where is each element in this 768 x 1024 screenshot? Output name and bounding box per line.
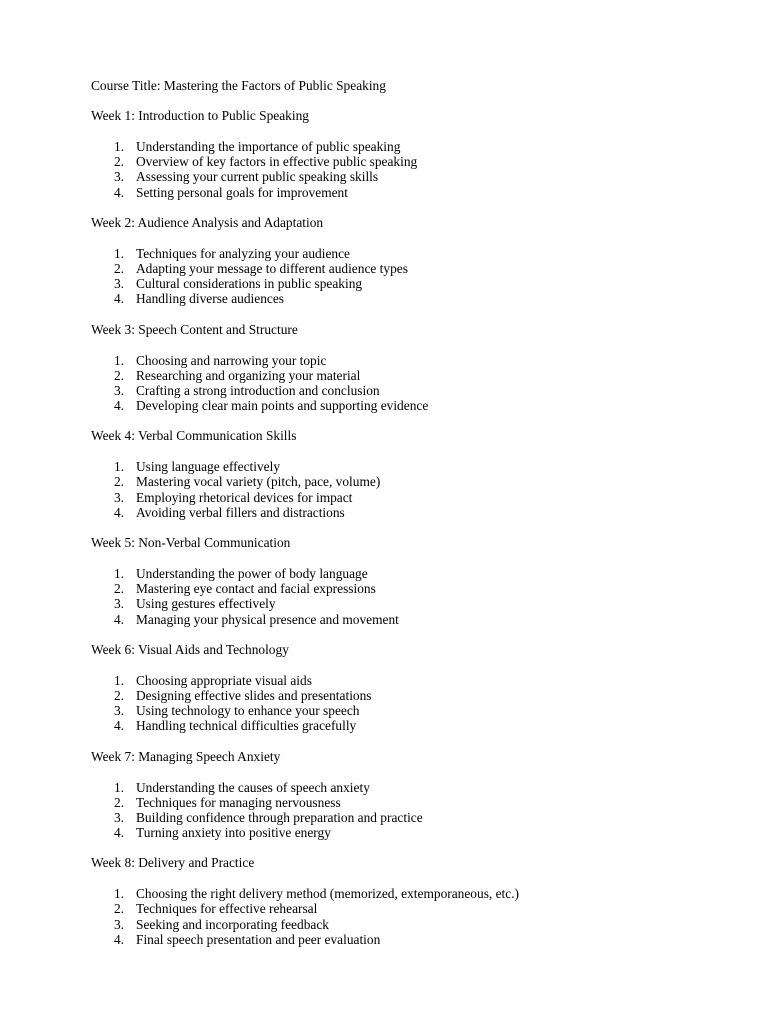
item-number: 2. [113,154,124,170]
week-section-2 [91,215,731,307]
list-item [91,353,731,368]
item-text: Turning anxiety into positive energy [136,825,331,841]
item-text: Setting personal goals for improvement [136,184,348,200]
item-text: Using gestures effectively [136,596,276,612]
item-number: 1. [113,779,124,795]
week-section-8 [91,855,731,947]
list-item [91,612,731,627]
item-text: Employing rhetorical devices for impact [136,489,353,505]
item-text: Understanding the power of body language [136,566,368,581]
list-item [91,139,731,154]
item-text: Designing effective slides and presentations [136,687,372,703]
item-number: 4. [113,825,124,841]
item-number: 1. [113,245,124,261]
topic-list [91,780,731,841]
item-number: 2. [113,474,124,490]
item-text: Managing your physical presence and movement [136,611,399,627]
week-title: Week 1: Introduction to Public Speaking [91,108,309,123]
item-text: Techniques for effective rehearsal [136,901,318,917]
list-item [91,459,731,474]
item-text: Researching and organizing your material [136,367,361,383]
topic-list [91,246,731,307]
list-item [91,581,731,596]
list-item [91,780,731,795]
document-page [91,78,731,962]
list-item [91,185,731,200]
item-number: 1. [113,672,124,688]
item-number: 2. [113,901,124,917]
list-item [91,398,731,413]
item-text: Understanding the causes of speech anxiety [136,779,370,795]
item-text: Adapting your message to different audience types [136,260,408,276]
item-number: 1. [113,886,124,902]
item-number: 4. [113,718,124,734]
topic-list [91,566,731,627]
list-item [91,688,731,703]
item-text: Techniques for analyzing your audience [136,245,350,261]
item-text: Developing clear main points and supporting evidence [136,398,429,414]
list-item [91,368,731,383]
week-title: Week 3: Speech Content and Structure [91,321,298,337]
week-section-7 [91,749,731,841]
list-item [91,596,731,611]
item-text: Building confidence through preparation and practice [136,809,423,825]
item-number: 2. [113,367,124,383]
item-number: 4. [113,611,124,627]
week-title: Week 4: Verbal Communication Skills [91,428,297,444]
week-title: Week 6: Visual Aids and Technology [91,641,289,657]
item-number: 4. [113,504,124,520]
list-item [91,566,731,581]
item-number: 1. [113,352,124,368]
course-title: Course Title: Mastering the Factors of Public Speaking [91,78,386,93]
list-item [91,474,731,489]
item-text: Overview of key factors in effective public speaking [136,154,418,170]
list-item [91,383,731,398]
week-section-6 [91,642,731,734]
list-item [91,276,731,291]
list-item [91,886,731,901]
item-number: 1. [113,459,124,475]
item-number: 1. [113,139,124,154]
week-section-4 [91,428,731,520]
week-title: Week 5: Non-Verbal Communication [91,535,291,550]
item-text: Crafting a strong introduction and conclusion [136,382,380,398]
list-item [91,901,731,916]
item-text: Using technology to enhance your speech [136,703,360,719]
list-item [91,703,731,718]
item-number: 4. [113,184,124,200]
list-item [91,261,731,276]
item-text: Choosing appropriate visual aids [136,672,312,688]
item-number: 3. [113,489,124,505]
item-text: Understanding the importance of public speaking [136,139,401,154]
item-number: 2. [113,794,124,810]
list-item [91,917,731,932]
item-text: Assessing your current public speaking skills [136,169,379,185]
list-item [91,490,731,505]
item-number: 3. [113,382,124,398]
item-text: Final speech presentation and peer evaluation [136,931,381,947]
item-text: Cultural considerations in public speaking [136,276,363,292]
list-item [91,246,731,261]
item-text: Mastering eye contact and facial expressions [136,581,376,597]
week-title: Week 8: Delivery and Practice [91,855,255,871]
week-section-5 [91,535,731,627]
item-text: Using language effectively [136,459,281,475]
item-number: 1. [113,566,124,581]
item-number: 3. [113,276,124,292]
topic-list [91,353,731,414]
list-item [91,673,731,688]
item-text: Handling technical difficulties gracefully [136,718,357,734]
item-number: 4. [113,398,124,414]
item-number: 3. [113,809,124,825]
item-text: Avoiding verbal fillers and distractions [136,504,345,520]
item-text: Seeking and incorporating feedback [136,916,329,932]
item-number: 4. [113,291,124,307]
item-text: Choosing and narrowing your topic [136,352,327,368]
item-text: Mastering vocal variety (pitch, pace, volume) [136,474,381,490]
week-section-3 [91,322,731,414]
item-number: 3. [113,916,124,932]
list-item [91,291,731,306]
item-number: 3. [113,596,124,612]
topic-list [91,459,731,520]
item-number: 2. [113,260,124,276]
topic-list [91,886,731,947]
item-number: 3. [113,703,124,719]
list-item [91,795,731,810]
topic-list [91,139,731,200]
item-number: 2. [113,581,124,597]
week-title: Week 2: Audience Analysis and Adaptation [91,214,324,230]
item-number: 3. [113,169,124,185]
list-item [91,154,731,169]
list-item [91,825,731,840]
list-item [91,505,731,520]
item-text: Handling diverse audiences [136,291,284,307]
list-item [91,718,731,733]
item-text: Choosing the right delivery method (memorized, extemporaneous, etc.) [136,886,520,902]
list-item [91,932,731,947]
week-section-1 [91,108,731,200]
list-item [91,169,731,184]
list-item [91,810,731,825]
week-title: Week 7: Managing Speech Anxiety [91,748,281,764]
topic-list [91,673,731,734]
item-number: 4. [113,931,124,947]
item-text: Techniques for managing nervousness [136,794,341,810]
item-number: 2. [113,687,124,703]
